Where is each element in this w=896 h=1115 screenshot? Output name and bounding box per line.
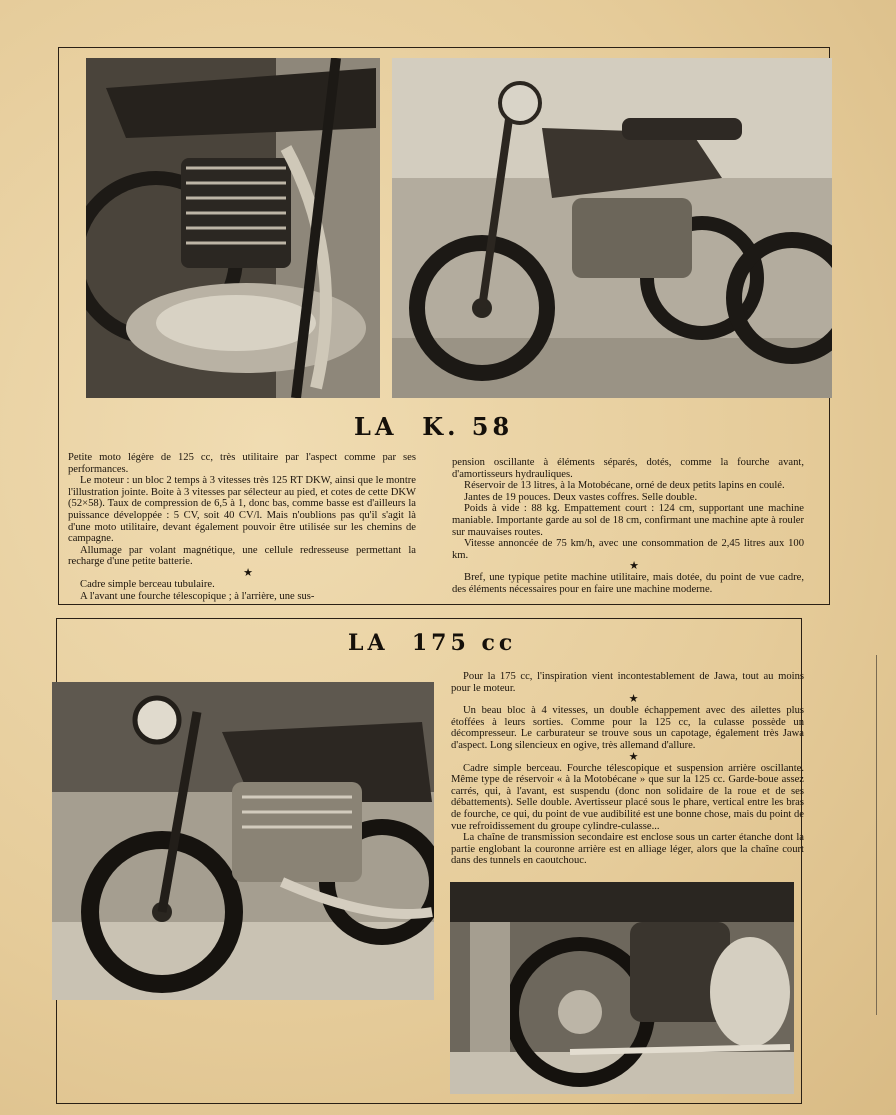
k58-paragraph: Poids à vide : 88 kg. Empattement court : 124 cm, supportant une machine maniable. Importante garde au sol de 18 cm, confirmant une machine apte à rouler sur mauvaises routes. bbox=[452, 503, 804, 538]
k58-motorcycle-photo bbox=[392, 58, 832, 398]
k58-left-column bbox=[68, 452, 416, 602]
k58-paragraph: Cadre simple berceau tubulaire. bbox=[80, 578, 215, 590]
star-separator: ★ bbox=[628, 750, 639, 763]
cc175-title: LA 175 cc bbox=[348, 630, 517, 656]
page-edge-rule bbox=[876, 655, 877, 1015]
k58-right-column bbox=[452, 457, 804, 596]
star-separator: ★ bbox=[243, 566, 253, 579]
cc175-paragraph: Pour la 175 cc, l'inspiration vient incontestablement de Jawa, tout au moins pour le moteur. bbox=[451, 671, 804, 694]
cc175-paragraph: La chaîne de transmission secondaire est enclose sous un carter étanche dont la partie englobant la couronne arrière est en alliage léger, alors que la chaîne court dans des tunnels en caoutchouc. bbox=[451, 832, 804, 867]
k58-paragraph: Bref, une typique petite machine utilitaire, mais dotée, du point de vue cadre, des éléments nécessaires pour en faire une machine moderne. bbox=[452, 572, 804, 595]
k58-paragraph: Jantes de 19 pouces. Deux vastes coffres. Selle double. bbox=[464, 491, 698, 503]
cc175-motorcycle-photo bbox=[52, 682, 434, 1000]
k58-title: LA K. 58 bbox=[354, 412, 514, 441]
star-separator: ★ bbox=[629, 560, 639, 573]
cc175-paragraph: Cadre simple berceau. Fourche télescopique et suspension arrière oscillante. Même type de réservoir « à la Motobécane » que sur la 125 cc. Garde-boue assez carrés, qui, à l'avant, est suspendu (donc non solidaire de la roue et de ses débattements). Selle double. Avertisseur placé sous le phare, vertical entre les bras de fourche, ce qui, du point de vue audibilité est une bonne chose, mais du point de vue refroidissement du groupe cylindre-culasse... bbox=[451, 762, 804, 832]
cc175-chain-detail-photo bbox=[450, 882, 794, 1094]
k58-paragraph: Le moteur : un bloc 2 temps à 3 vitesses très 125 RT DKW, ainsi que le montre l'illustration jointe. Boite à 3 vitesses par sélecteur au pied, et cotes de cette DKW (52×58). Taux de compression de 6,5 à 1, donc bas, comme basse est d'ailleurs la puissance développée : 5 CV, soit 40 CV/l. Mais n'oublions pas qu'il s'agit là d'une moto utilitaire, devant également pouvoir être utilisée sur les chemins de campagne. bbox=[68, 475, 416, 545]
k58-paragraph: Allumage par volant magnétique, une cellule redresseuse permettant la recharge d'une petite batterie. bbox=[68, 544, 416, 568]
k58-paragraph: Réservoir de 13 litres, à la Motobécane, orné de deux petits lapins en coulé. bbox=[464, 480, 785, 492]
k58-paragraph: pension oscillante à éléments séparés, dotés, comme la fourche avant, d'amortisseurs hydrauliques. bbox=[452, 457, 804, 480]
k58-paragraph: A l'avant une fourche télescopique ; à l'arrière, une sus- bbox=[80, 590, 315, 602]
cc175-text-column bbox=[451, 671, 804, 867]
star-separator: ★ bbox=[628, 693, 639, 706]
cc175-paragraph: Un beau bloc à 4 vitesses, un double échappement avec des ailettes plus étoffées à leurs sorties. Comme pour la 125 cc, la culasse possède un décompresseur. Le carburateur se trouve sous un capotage, également très Jawa d'aspect. Long silencieux en ogive, très allemand d'allure. bbox=[451, 705, 804, 751]
k58-paragraph: Petite moto légère de 125 cc, très utilitaire par l'aspect comme par ses performances. bbox=[68, 452, 416, 475]
k58-paragraph: Vitesse annoncée de 75 km/h, avec une consommation de 2,45 litres aux 100 km. bbox=[452, 538, 804, 561]
k58-engine-photo bbox=[86, 58, 380, 398]
